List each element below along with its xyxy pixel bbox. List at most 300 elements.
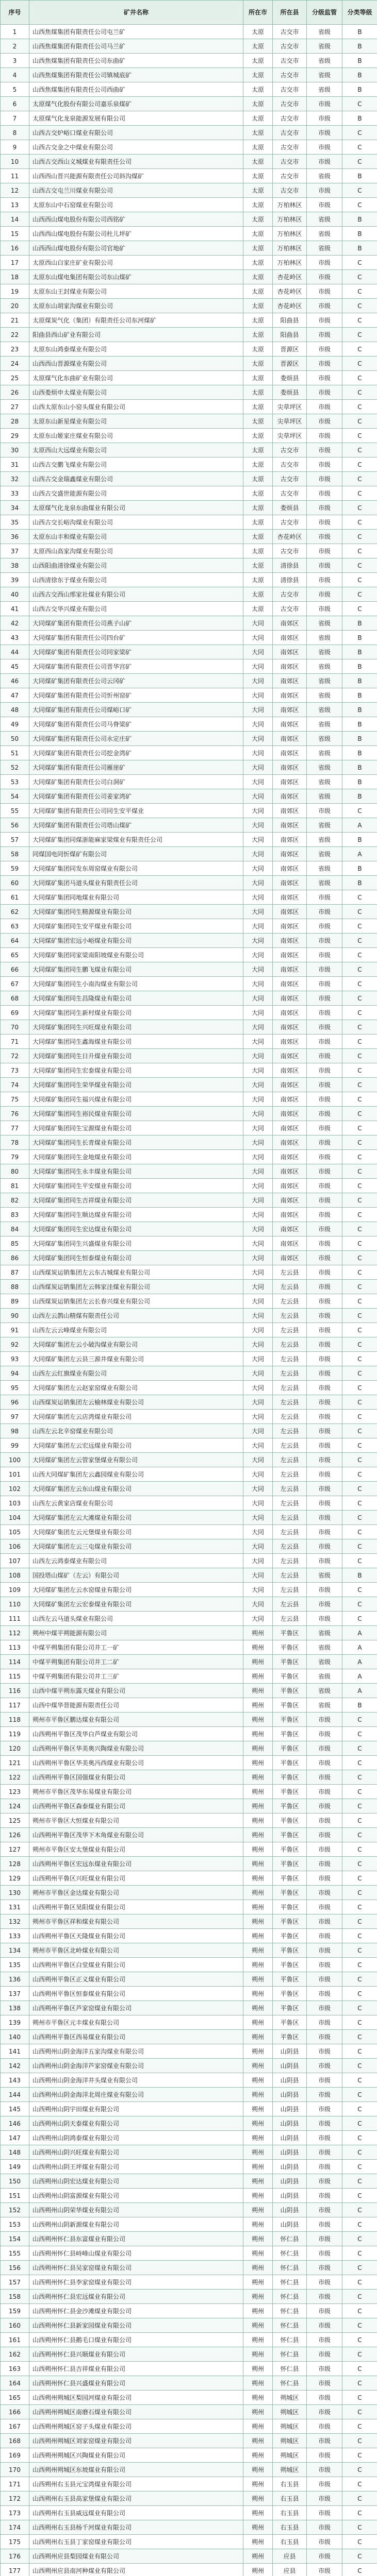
mine-name-cell: 山西阳曲清徐煤业有限公司 bbox=[29, 558, 243, 573]
city-cell: 太原 bbox=[243, 328, 273, 342]
regulation-level-cell: 市级 bbox=[307, 1424, 342, 1438]
regulation-level-cell: 市级 bbox=[307, 2044, 342, 2059]
regulation-level-cell: 市级 bbox=[307, 97, 342, 111]
row-index-cell: 164 bbox=[1, 2376, 29, 2391]
mine-name-cell: 山西焦煤集团有限责任公司东曲矿 bbox=[29, 54, 243, 68]
mine-name-cell: 大同煤矿集团同生小南沟煤业有限公司 bbox=[29, 977, 243, 991]
city-cell: 大同 bbox=[243, 1525, 273, 1539]
mine-name-cell: 山西朔州平鲁区华美奥冯西煤业有限公司 bbox=[29, 1756, 243, 1770]
grade-cell: A bbox=[342, 1626, 377, 1640]
row-index-cell: 65 bbox=[1, 948, 29, 962]
city-cell: 太原 bbox=[243, 472, 273, 486]
regulation-level-cell: 市级 bbox=[307, 140, 342, 155]
county-cell: 尖草坪区 bbox=[273, 429, 307, 443]
table-row bbox=[1, 760, 377, 775]
table-row bbox=[1, 2203, 377, 2217]
row-index-cell: 105 bbox=[1, 1525, 29, 1539]
city-cell: 朔州 bbox=[243, 2088, 273, 2102]
county-cell: 怀仁县 bbox=[273, 2304, 307, 2318]
mine-name-cell: 大同煤矿集团同生兴盛煤业有限公司 bbox=[29, 1236, 243, 1251]
mine-name-cell: 山西古交金瑞鑫煤业有限公司 bbox=[29, 472, 243, 486]
table-row bbox=[1, 1352, 377, 1366]
county-cell: 南郊区 bbox=[273, 1092, 307, 1107]
grade-cell: C bbox=[342, 1078, 377, 1092]
mine-name-cell: 朔州市平鲁区金达煤业有限公司 bbox=[29, 1886, 243, 1900]
grade-cell: C bbox=[342, 1107, 377, 1121]
table-row bbox=[1, 732, 377, 746]
city-cell: 朔州 bbox=[243, 1828, 273, 1842]
regulation-level-cell: 市级 bbox=[307, 2362, 342, 2376]
grade-cell: C bbox=[342, 385, 377, 400]
mine-name-cell: 山西朔州平鲁区正义煤业有限公司 bbox=[29, 1972, 243, 1987]
row-index-cell: 68 bbox=[1, 991, 29, 1006]
grade-cell: C bbox=[342, 2246, 377, 2261]
grade-cell: C bbox=[342, 1900, 377, 1914]
row-index-cell: 39 bbox=[1, 573, 29, 587]
regulation-level-cell: 市级 bbox=[307, 2174, 342, 2189]
table-row bbox=[1, 1987, 377, 2001]
table-row bbox=[1, 2088, 377, 2102]
mine-name-cell: 山西西山煤电股份有限公司官地矿 bbox=[29, 241, 243, 256]
table-row bbox=[1, 2145, 377, 2160]
grade-cell: C bbox=[342, 1525, 377, 1539]
table-row bbox=[1, 2246, 377, 2261]
city-cell: 大同 bbox=[243, 659, 273, 674]
city-cell: 大同 bbox=[243, 1164, 273, 1179]
county-cell: 南郊区 bbox=[273, 717, 307, 732]
city-cell: 大同 bbox=[243, 1265, 273, 1280]
city-cell: 朔州 bbox=[243, 2391, 273, 2405]
city-cell: 朔州 bbox=[243, 1886, 273, 1900]
grade-cell: C bbox=[342, 313, 377, 328]
mine-name-cell: 山西大同煤矿集团左云鑫园煤业有限公司 bbox=[29, 1467, 243, 1482]
row-index-cell: 103 bbox=[1, 1496, 29, 1511]
regulation-level-cell: 省级 bbox=[307, 631, 342, 645]
row-index-cell: 146 bbox=[1, 2116, 29, 2131]
county-cell: 古交市 bbox=[273, 169, 307, 183]
county-cell: 古交市 bbox=[273, 587, 307, 602]
table-row bbox=[1, 1568, 377, 1583]
row-index-cell: 135 bbox=[1, 1958, 29, 1972]
mine-name-cell: 大同煤矿集团左云水窑煤业有限公司 bbox=[29, 1583, 243, 1597]
regulation-level-cell: 省级 bbox=[307, 789, 342, 804]
row-index-cell: 121 bbox=[1, 1756, 29, 1770]
grade-cell: C bbox=[342, 2506, 377, 2520]
mine-name-cell: 大同煤矿集团同生宝源煤业有限公司 bbox=[29, 1121, 243, 1136]
mine-name-cell: 山西朔州右玉县丁家窑煤业有限公司 bbox=[29, 2535, 243, 2549]
regulation-level-cell: 省级 bbox=[307, 876, 342, 890]
regulation-level-cell: 市级 bbox=[307, 1799, 342, 1814]
row-index-cell: 99 bbox=[1, 1438, 29, 1453]
grade-cell: C bbox=[342, 2549, 377, 2564]
mine-name-cell: 大同煤矿集团同生昌隆煤业有限公司 bbox=[29, 991, 243, 1006]
county-cell: 平鲁区 bbox=[273, 1828, 307, 1842]
grade-cell: A bbox=[342, 1684, 377, 1698]
city-cell: 大同 bbox=[243, 1612, 273, 1626]
row-index-cell: 50 bbox=[1, 732, 29, 746]
county-cell: 南郊区 bbox=[273, 703, 307, 717]
county-cell: 朔城区 bbox=[273, 2419, 307, 2434]
mine-name-cell: 太原东山中石窑煤业有限公司 bbox=[29, 198, 243, 212]
row-index-cell: 56 bbox=[1, 818, 29, 833]
regulation-level-cell: 省级 bbox=[307, 833, 342, 847]
table-row bbox=[1, 631, 377, 645]
city-cell: 大同 bbox=[243, 1438, 273, 1453]
city-cell: 大同 bbox=[243, 1323, 273, 1337]
row-index-cell: 38 bbox=[1, 558, 29, 573]
city-cell: 太原 bbox=[243, 457, 273, 472]
header-mine-name: 矿井名称 bbox=[29, 1, 243, 25]
county-cell: 南郊区 bbox=[273, 1251, 307, 1265]
regulation-level-cell: 市级 bbox=[307, 472, 342, 486]
city-cell: 大同 bbox=[243, 847, 273, 861]
city-cell: 朔州 bbox=[243, 1900, 273, 1914]
mine-name-cell: 大同煤矿集团左云元堡煤业有限公司 bbox=[29, 1525, 243, 1539]
regulation-level-cell: 市级 bbox=[307, 1756, 342, 1770]
county-cell: 南郊区 bbox=[273, 847, 307, 861]
mine-name-cell: 大同煤矿集团有限责任公司四台矿 bbox=[29, 631, 243, 645]
county-cell: 左云县 bbox=[273, 1467, 307, 1482]
row-index-cell: 138 bbox=[1, 2001, 29, 2015]
table-row bbox=[1, 1929, 377, 1943]
city-cell: 太原 bbox=[243, 68, 273, 82]
county-cell: 南郊区 bbox=[273, 833, 307, 847]
grade-cell: C bbox=[342, 284, 377, 299]
row-index-cell: 66 bbox=[1, 962, 29, 977]
regulation-level-cell: 市级 bbox=[307, 1366, 342, 1381]
row-index-cell: 33 bbox=[1, 486, 29, 501]
row-index-cell: 148 bbox=[1, 2145, 29, 2160]
mine-name-cell: 太原西山高家沟煤业有限公司 bbox=[29, 544, 243, 558]
table-row bbox=[1, 2160, 377, 2174]
table-row bbox=[1, 1049, 377, 1063]
city-cell: 大同 bbox=[243, 1352, 273, 1366]
city-cell: 大同 bbox=[243, 631, 273, 645]
row-index-cell: 9 bbox=[1, 140, 29, 155]
city-cell: 朔州 bbox=[243, 2477, 273, 2492]
table-row bbox=[1, 385, 377, 400]
row-index-cell: 80 bbox=[1, 1164, 29, 1179]
table-row bbox=[1, 558, 377, 573]
county-cell: 南郊区 bbox=[273, 818, 307, 833]
table-row bbox=[1, 2290, 377, 2304]
table-row bbox=[1, 602, 377, 616]
regulation-level-cell: 省级 bbox=[307, 775, 342, 789]
regulation-level-cell: 市级 bbox=[307, 602, 342, 616]
city-cell: 大同 bbox=[243, 1583, 273, 1597]
mine-name-cell: 山西朔州怀仁县李家窑煤业有限公司 bbox=[29, 2275, 243, 2290]
row-index-cell: 58 bbox=[1, 847, 29, 861]
row-index-cell: 18 bbox=[1, 270, 29, 284]
mine-name-cell: 山西朔州平鲁区华美奥兴陶煤业有限公司 bbox=[29, 1741, 243, 1756]
grade-cell: C bbox=[342, 1583, 377, 1597]
city-cell: 朔州 bbox=[243, 1756, 273, 1770]
city-cell: 大同 bbox=[243, 804, 273, 818]
row-index-cell: 125 bbox=[1, 1814, 29, 1828]
row-index-cell: 28 bbox=[1, 414, 29, 429]
row-index-cell: 109 bbox=[1, 1583, 29, 1597]
mine-name-cell: 大同煤矿集团同生平安煤业有限公司 bbox=[29, 1179, 243, 1193]
county-cell: 朔城区 bbox=[273, 2405, 307, 2419]
grade-cell: C bbox=[342, 1410, 377, 1424]
row-index-cell: 32 bbox=[1, 472, 29, 486]
table-row bbox=[1, 2174, 377, 2189]
regulation-level-cell: 市级 bbox=[307, 558, 342, 573]
table-row bbox=[1, 2015, 377, 2030]
table-row bbox=[1, 1684, 377, 1698]
regulation-level-cell: 省级 bbox=[307, 847, 342, 861]
mine-name-cell: 大同煤矿集团左云小破沟煤业有限公司 bbox=[29, 1337, 243, 1352]
city-cell: 大同 bbox=[243, 962, 273, 977]
mine-name-cell: 大同煤矿集团有限责任公司晋华宫矿 bbox=[29, 659, 243, 674]
county-cell: 左云县 bbox=[273, 1410, 307, 1424]
row-index-cell: 88 bbox=[1, 1280, 29, 1294]
row-index-cell: 4 bbox=[1, 68, 29, 82]
county-cell: 南郊区 bbox=[273, 919, 307, 934]
regulation-level-cell: 市级 bbox=[307, 299, 342, 313]
regulation-level-cell: 市级 bbox=[307, 270, 342, 284]
city-cell: 大同 bbox=[243, 1539, 273, 1554]
city-cell: 大同 bbox=[243, 1006, 273, 1020]
county-cell: 南郊区 bbox=[273, 645, 307, 659]
grade-cell: B bbox=[342, 1698, 377, 1713]
city-cell: 大同 bbox=[243, 1150, 273, 1164]
county-cell: 右玉县 bbox=[273, 2492, 307, 2506]
mine-name-cell: 山西清徐东于煤业有限公司 bbox=[29, 573, 243, 587]
regulation-level-cell: 市级 bbox=[307, 977, 342, 991]
table-body bbox=[1, 25, 377, 2576]
grade-cell: C bbox=[342, 558, 377, 573]
regulation-level-cell: 市级 bbox=[307, 1583, 342, 1597]
table-row bbox=[1, 1770, 377, 1785]
city-cell: 朔州 bbox=[243, 2030, 273, 2044]
city-cell: 朔州 bbox=[243, 1684, 273, 1698]
regulation-level-cell: 省级 bbox=[307, 732, 342, 746]
row-index-cell: 126 bbox=[1, 1828, 29, 1842]
row-index-cell: 12 bbox=[1, 183, 29, 198]
regulation-level-cell: 市级 bbox=[307, 1713, 342, 1727]
grade-cell: C bbox=[342, 1035, 377, 1049]
grade-cell: C bbox=[342, 1554, 377, 1568]
regulation-level-cell: 市级 bbox=[307, 2001, 342, 2015]
county-cell: 朔城区 bbox=[273, 2463, 307, 2477]
table-row bbox=[1, 400, 377, 414]
city-cell: 朔州 bbox=[243, 2347, 273, 2362]
city-cell: 太原 bbox=[243, 443, 273, 457]
row-index-cell: 90 bbox=[1, 1309, 29, 1323]
grade-cell: C bbox=[342, 1049, 377, 1063]
city-cell: 大同 bbox=[243, 1337, 273, 1352]
table-row bbox=[1, 2549, 377, 2564]
grade-cell: C bbox=[342, 414, 377, 429]
grade-cell: C bbox=[342, 602, 377, 616]
grade-cell: C bbox=[342, 2405, 377, 2419]
mine-name-cell: 阳曲县西山矿业有限公司 bbox=[29, 328, 243, 342]
mine-name-cell: 山西中煤华晋能源有限责任公司 bbox=[29, 1698, 243, 1713]
county-cell: 古交市 bbox=[273, 183, 307, 198]
table-row bbox=[1, 2131, 377, 2145]
grade-cell: C bbox=[342, 1121, 377, 1136]
county-cell: 古交市 bbox=[273, 126, 307, 140]
grade-cell: C bbox=[342, 1987, 377, 2001]
mine-name-cell: 山西朔州平鲁区兴旺煤业有限公司 bbox=[29, 1871, 243, 1886]
mine-name-cell: 山西朔州朔城区南磨石煤业有限公司 bbox=[29, 2405, 243, 2419]
regulation-level-cell: 省级 bbox=[307, 25, 342, 39]
grade-cell: C bbox=[342, 2116, 377, 2131]
city-cell: 朔州 bbox=[243, 2059, 273, 2073]
regulation-level-cell: 市级 bbox=[307, 342, 342, 357]
row-index-cell: 22 bbox=[1, 328, 29, 342]
mine-name-cell: 大同煤矿集团有限责任公司马脊梁矿 bbox=[29, 717, 243, 732]
county-cell: 娄烦县 bbox=[273, 371, 307, 385]
row-index-cell: 44 bbox=[1, 645, 29, 659]
mine-name-cell: 山西朔州怀仁县金沙滩煤业有限公司 bbox=[29, 2304, 243, 2318]
county-cell: 南郊区 bbox=[273, 948, 307, 962]
county-cell: 怀仁县 bbox=[273, 2246, 307, 2261]
mine-name-cell: 山西朔州平鲁区茂华下木角煤业有限公司 bbox=[29, 1828, 243, 1842]
row-index-cell: 89 bbox=[1, 1294, 29, 1309]
city-cell: 太原 bbox=[243, 357, 273, 371]
regulation-level-cell: 市级 bbox=[307, 1438, 342, 1453]
table-row bbox=[1, 429, 377, 443]
row-index-cell: 25 bbox=[1, 371, 29, 385]
regulation-level-cell: 市级 bbox=[307, 1121, 342, 1136]
city-cell: 大同 bbox=[243, 775, 273, 789]
table-row bbox=[1, 544, 377, 558]
county-cell: 古交市 bbox=[273, 111, 307, 126]
mine-name-cell: 中煤平朔集团有限公司井工一矿 bbox=[29, 1640, 243, 1655]
table-row bbox=[1, 68, 377, 82]
table-row bbox=[1, 1482, 377, 1496]
regulation-level-cell: 市级 bbox=[307, 1337, 342, 1352]
row-index-cell: 79 bbox=[1, 1150, 29, 1164]
city-cell: 朔州 bbox=[243, 1929, 273, 1943]
row-index-cell: 134 bbox=[1, 1943, 29, 1958]
mine-name-cell: 同煤国电同忻煤矿有限公司 bbox=[29, 847, 243, 861]
mine-name-cell: 中煤平朔集团有限公司井工二矿 bbox=[29, 1655, 243, 1669]
regulation-level-cell: 市级 bbox=[307, 1943, 342, 1958]
row-index-cell: 82 bbox=[1, 1193, 29, 1208]
regulation-level-cell: 市级 bbox=[307, 1280, 342, 1294]
mine-name-cell: 太原东山姬家庄煤业有限公司 bbox=[29, 429, 243, 443]
mine-name-cell: 山西古交屯兰川煤业有限公司 bbox=[29, 183, 243, 198]
row-index-cell: 61 bbox=[1, 890, 29, 905]
regulation-level-cell: 省级 bbox=[307, 212, 342, 227]
mine-name-cell: 大同煤矿集团同生永丰煤业有限公司 bbox=[29, 1164, 243, 1179]
county-cell: 南郊区 bbox=[273, 1150, 307, 1164]
county-cell: 南郊区 bbox=[273, 1236, 307, 1251]
row-index-cell: 129 bbox=[1, 1871, 29, 1886]
table-row bbox=[1, 2232, 377, 2246]
regulation-level-cell: 市级 bbox=[307, 1496, 342, 1511]
county-cell: 右玉县 bbox=[273, 2477, 307, 2492]
row-index-cell: 107 bbox=[1, 1554, 29, 1568]
regulation-level-cell: 市级 bbox=[307, 2073, 342, 2088]
mine-name-cell: 山西朔州怀仁县吉祥煤业有限公司 bbox=[29, 2362, 243, 2376]
mine-name-cell: 太原东山新星煤业有限公司 bbox=[29, 414, 243, 429]
grade-cell: C bbox=[342, 1756, 377, 1770]
grade-cell: C bbox=[342, 587, 377, 602]
city-cell: 朔州 bbox=[243, 2333, 273, 2347]
county-cell: 山阴县 bbox=[273, 2203, 307, 2217]
city-cell: 大同 bbox=[243, 645, 273, 659]
county-cell: 尖草坪区 bbox=[273, 414, 307, 429]
county-cell: 阳曲县 bbox=[273, 313, 307, 328]
city-cell: 大同 bbox=[243, 1222, 273, 1236]
mine-name-cell: 大同煤矿集团左云大滩煤业有限公司 bbox=[29, 1511, 243, 1525]
row-index-cell: 51 bbox=[1, 746, 29, 760]
mine-name-cell: 大同煤矿集团同生鑫海煤业有限公司 bbox=[29, 1035, 243, 1049]
mine-name-cell: 太原东山胡家沟煤业有限公司 bbox=[29, 299, 243, 313]
regulation-level-cell: 市级 bbox=[307, 2145, 342, 2160]
mine-name-cell: 大同煤矿集团左云县三源井煤业有限公司 bbox=[29, 1352, 243, 1366]
mine-name-cell: 山西朔州朔城区刘家窑煤业有限公司 bbox=[29, 2434, 243, 2448]
county-cell: 杏花岭区 bbox=[273, 530, 307, 544]
mine-name-cell: 山西古交西山邢家社煤业有限公司 bbox=[29, 587, 243, 602]
mine-name-cell: 大同煤矿集团有限责任公司燕子山矿 bbox=[29, 616, 243, 631]
table-row bbox=[1, 1842, 377, 1857]
regulation-level-cell: 市级 bbox=[307, 1208, 342, 1222]
city-cell: 太原 bbox=[243, 227, 273, 241]
county-cell: 平鲁区 bbox=[273, 1943, 307, 1958]
row-index-cell: 47 bbox=[1, 688, 29, 703]
row-index-cell: 132 bbox=[1, 1914, 29, 1929]
regulation-level-cell: 市级 bbox=[307, 2463, 342, 2477]
row-index-cell: 8 bbox=[1, 126, 29, 140]
mine-name-cell: 山西左云云峰煤业有限公司 bbox=[29, 1323, 243, 1337]
table-row bbox=[1, 2030, 377, 2044]
county-cell: 尖草坪区 bbox=[273, 400, 307, 414]
grade-cell: B bbox=[342, 833, 377, 847]
county-cell: 南郊区 bbox=[273, 876, 307, 890]
regulation-level-cell: 市级 bbox=[307, 198, 342, 212]
row-index-cell: 155 bbox=[1, 2246, 29, 2261]
regulation-level-cell: 市级 bbox=[307, 1612, 342, 1626]
grade-cell: C bbox=[342, 2131, 377, 2145]
header-county: 所在县 bbox=[273, 1, 307, 25]
grade-cell: C bbox=[342, 2232, 377, 2246]
row-index-cell: 112 bbox=[1, 1626, 29, 1640]
grade-cell: C bbox=[342, 1193, 377, 1208]
table-row bbox=[1, 227, 377, 241]
mine-name-cell: 大同煤矿集团同生吉祥煤业有限公司 bbox=[29, 1193, 243, 1208]
county-cell: 古交市 bbox=[273, 25, 307, 39]
table-row bbox=[1, 934, 377, 948]
grade-cell: C bbox=[342, 962, 377, 977]
regulation-level-cell: 市级 bbox=[307, 1164, 342, 1179]
county-cell: 山阴县 bbox=[273, 2217, 307, 2232]
mine-name-cell: 太原煤气化股份有限公司嘉乐泉煤矿 bbox=[29, 97, 243, 111]
city-cell: 朔州 bbox=[243, 2217, 273, 2232]
grade-cell: C bbox=[342, 183, 377, 198]
grade-cell: C bbox=[342, 2362, 377, 2376]
table-row bbox=[1, 155, 377, 169]
table-row bbox=[1, 674, 377, 688]
regulation-level-cell: 省级 bbox=[307, 760, 342, 775]
mine-name-cell: 山西西山晋源煤业有限公司 bbox=[29, 357, 243, 371]
regulation-level-cell: 市级 bbox=[307, 1958, 342, 1972]
table-row bbox=[1, 847, 377, 861]
row-index-cell: 116 bbox=[1, 1684, 29, 1698]
mine-name-cell: 大同煤矿集团同地煤业有限公司 bbox=[29, 890, 243, 905]
mine-name-cell: 太原东山丰和煤业有限公司 bbox=[29, 530, 243, 544]
table-row bbox=[1, 1871, 377, 1886]
row-index-cell: 102 bbox=[1, 1482, 29, 1496]
county-cell: 南郊区 bbox=[273, 1107, 307, 1121]
city-cell: 朔州 bbox=[243, 2232, 273, 2246]
grade-cell: C bbox=[342, 2059, 377, 2073]
regulation-level-cell: 市级 bbox=[307, 2131, 342, 2145]
